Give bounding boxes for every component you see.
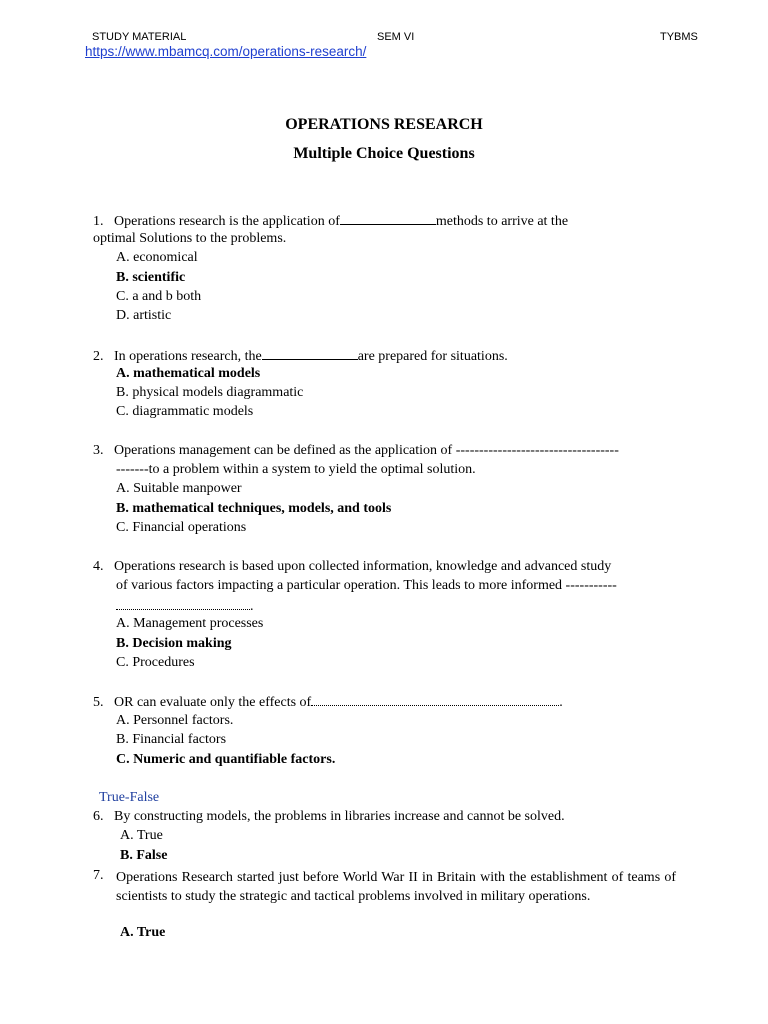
question-1 [93, 212, 568, 230]
header-right: TYBMS [660, 31, 698, 43]
period: . [250, 599, 254, 614]
question-text: methods to arrive at the [435, 214, 569, 229]
option: C. Procedures [116, 655, 195, 670]
option: A. economical [116, 250, 198, 265]
question-3 [93, 443, 619, 459]
period: . [559, 695, 563, 710]
question-7-text: Operations Research started just before World War II in Britain with the establishment of teams of scientists to study the strategic and tactical problems involved in military operations. [116, 870, 676, 904]
question-text: By constructing models, the problems in libraries increase and cannot be solved. [114, 809, 565, 824]
answer-blank [311, 693, 559, 706]
question-number: 1. [93, 214, 104, 229]
question-number: 3. [93, 443, 104, 458]
option: D. artistic [116, 308, 172, 323]
option: A. Management processes [116, 616, 264, 631]
header-center: SEM VI [377, 31, 415, 43]
answer-blank [340, 212, 436, 225]
option: B. physical models diagrammatic [116, 385, 304, 400]
question-text: Operations research is the application of [114, 214, 340, 229]
correct-option: B. Decision making [116, 636, 232, 651]
page-subtitle: Multiple Choice Questions [293, 145, 475, 162]
question-text: In operations research, the [114, 349, 262, 364]
question-5 [93, 693, 563, 711]
section-heading: True-False [99, 790, 160, 805]
question-text: Operations management can be defined as the application of ----------------------------------- [114, 443, 619, 458]
question-number: 5. [93, 695, 104, 710]
question-number: 4. [93, 559, 104, 574]
question-text: are prepared for situations. [357, 349, 508, 364]
page-title: OPERATIONS RESEARCH [285, 116, 483, 133]
option: A. Suitable manpower [116, 481, 242, 496]
option: C. diagrammatic models [116, 404, 254, 419]
correct-option: A. mathematical models [116, 366, 261, 381]
question-text-cont: -------to a problem within a system to yield the optimal solution. [116, 462, 476, 477]
option: C. Financial operations [116, 520, 247, 535]
question-text: Operations research is based upon collected information, knowledge and advanced study [114, 559, 612, 574]
question-number: 6. [93, 809, 104, 824]
answer-blank [262, 347, 358, 360]
source-link[interactable]: https://www.mbamcq.com/operations-research/ [85, 44, 367, 59]
option: B. Financial factors [116, 732, 227, 747]
option: C. a and b both [116, 289, 202, 304]
question-text-cont: optimal Solutions to the problems. [93, 231, 287, 246]
question-number: 7. [93, 868, 104, 883]
correct-option: C. Numeric and quantifiable factors. [116, 752, 336, 767]
correct-option: B. scientific [116, 270, 186, 285]
correct-option: B. mathematical techniques, models, and tools [116, 501, 392, 516]
question-text: OR can evaluate only the effects of [114, 695, 312, 710]
question-6 [93, 809, 565, 825]
question-4 [93, 559, 611, 575]
header-left: STUDY MATERIAL [92, 31, 187, 43]
question-2 [93, 347, 508, 365]
option: A. True [120, 828, 163, 843]
question-number: 2. [93, 349, 104, 364]
option: A. Personnel factors. [116, 713, 234, 728]
correct-option: B. False [120, 848, 168, 863]
question-text-cont: of various factors impacting a particular operation. This leads to more informed ----------- [116, 578, 617, 593]
question-text-cont [116, 597, 254, 615]
correct-option: A. True [120, 925, 166, 940]
answer-blank [116, 597, 250, 610]
